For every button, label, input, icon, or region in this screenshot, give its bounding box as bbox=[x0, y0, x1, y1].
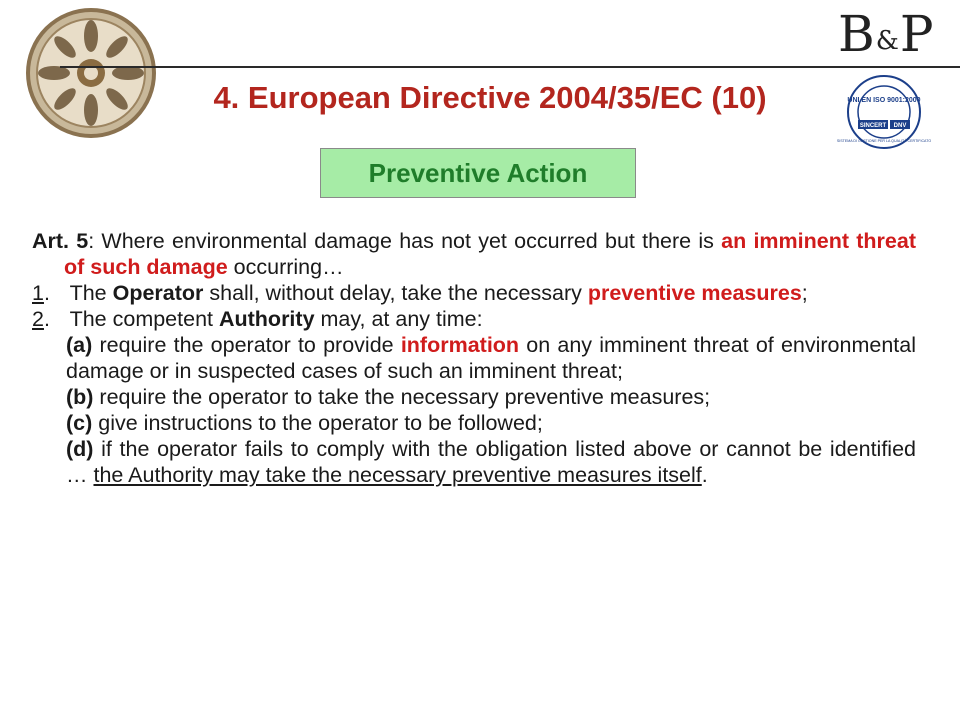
ornament-logo bbox=[24, 6, 158, 140]
article-intro: Art. 5: Where environmental damage has not yet occurred but there is an imminent threat of such damage occurring… bbox=[32, 229, 916, 279]
sub-item-c: (c) give instructions to the operator to be followed; bbox=[66, 411, 543, 435]
item-1: 1. The Operator shall, without delay, take the necessary preventive measures; bbox=[32, 281, 808, 305]
page-title: 4. European Directive 2004/35/EC (10) bbox=[213, 80, 767, 115]
directive-content bbox=[32, 228, 916, 488]
sub-item-d: (d) if the operator fails to comply with the obligation listed above or cannot be identified … the Authority may take the necessary preventive measures itself. bbox=[66, 437, 916, 487]
sub-item-a: (a) require the operator to provide information on any imminent threat of environmental damage or in suspected cases of such an imminent threat; bbox=[66, 333, 916, 383]
section-heading-label: Preventive Action bbox=[368, 158, 588, 188]
brand-logo: B&P bbox=[838, 5, 934, 63]
svg-text:SISTEMA DI GESTIONE PER LA QUA: SISTEMA DI GESTIONE PER LA QUALITÀ CERTIFICATO bbox=[836, 139, 932, 143]
item-1-number: 1 bbox=[32, 281, 44, 305]
sub-item-b: (b) require the operator to take the necessary preventive measures; bbox=[66, 385, 711, 409]
header-divider bbox=[60, 66, 960, 68]
item-2: 2. The competent Authority may, at any time: bbox=[32, 307, 483, 331]
svg-text:SINCERT: SINCERT bbox=[859, 123, 887, 129]
item-2-number: 2 bbox=[32, 307, 44, 331]
svg-text:DNV: DNV bbox=[893, 123, 907, 129]
svg-text:UNI EN ISO 9001:2000: UNI EN ISO 9001:2000 bbox=[847, 97, 921, 104]
certification-seal bbox=[836, 72, 932, 152]
section-heading-box bbox=[320, 148, 636, 198]
